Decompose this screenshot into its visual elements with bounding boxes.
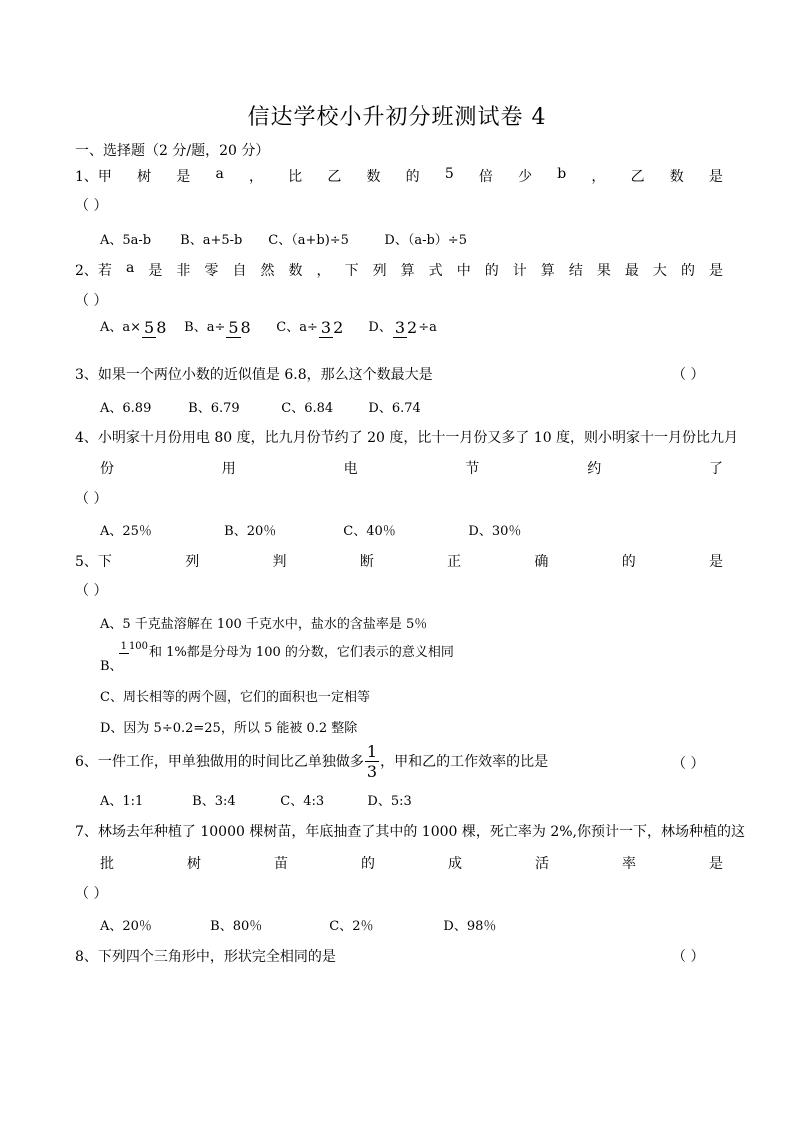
q4-option-a: A、25％ — [100, 524, 152, 539]
answer-blank: （ ） — [672, 949, 705, 965]
answer-blank: （ ） — [75, 293, 108, 309]
q7-word: 是 — [709, 856, 723, 872]
q3-option-c: C、6.84 — [281, 401, 334, 416]
q2-option-c-label: C、a÷ — [276, 320, 318, 335]
q1-word: b — [557, 166, 567, 182]
q2-option-d-suffix: ÷a — [418, 320, 437, 335]
q4-word: 份 — [100, 461, 114, 477]
q5-word: 断 — [359, 554, 374, 570]
denominator: 3 — [366, 762, 378, 781]
fraction — [393, 318, 417, 338]
q5-option-a: A、5 千克盐溶解在 100 千克水中，盐水的含盐率是 5％ — [100, 617, 428, 632]
denominator: 8 — [156, 317, 167, 337]
q2-word: 最 — [624, 263, 639, 279]
q1-word: 数 — [669, 169, 684, 185]
question-8: 8、下列四个三角形中，形状完全相同的是 — [75, 949, 336, 965]
q7-options — [100, 915, 496, 934]
q1-option-d: D、（a-b）÷5 — [384, 233, 467, 248]
q3-option-d: D、6.74 — [368, 401, 421, 416]
fraction — [365, 744, 379, 780]
q6-options — [100, 790, 412, 809]
q3-options — [100, 397, 421, 416]
q5-option-b-label: B、 — [100, 659, 123, 674]
q1-options — [100, 229, 467, 248]
q3-option-b: B、6.79 — [188, 401, 240, 416]
q7-option-c: C、2％ — [329, 919, 374, 934]
q2-word: 2、若 — [75, 263, 112, 279]
q1-word: 倍 — [478, 169, 493, 185]
denominator: 2 — [333, 317, 344, 337]
q4-option-c: C、40％ — [343, 524, 396, 539]
q2-word: 中 — [456, 263, 471, 279]
q7-word: 率 — [622, 856, 636, 872]
q1-option-c: C、（a+b)÷5 — [268, 233, 349, 248]
q2-word: 计 — [512, 263, 527, 279]
q4-word: 电 — [343, 461, 358, 477]
denominator: 8 — [240, 317, 251, 337]
q4-word: 约 — [587, 461, 602, 477]
q2-word: 是 — [708, 263, 723, 279]
q1-word: 少 — [518, 169, 533, 185]
q2-option-d-label: D、 — [368, 320, 392, 335]
q2-option-d — [368, 316, 436, 338]
fraction — [319, 318, 343, 338]
q5-option-b — [100, 640, 454, 674]
q1-word: 乙 — [327, 169, 342, 185]
q2-word: 数 — [288, 263, 303, 279]
q2-word: 是 — [148, 263, 163, 279]
q1-word: a — [215, 166, 224, 182]
answer-blank: （ ） — [75, 491, 108, 507]
section-heading: 一、选择题（2 分/题，20 分） — [75, 143, 270, 159]
q2-word: 算 — [540, 263, 555, 279]
q7-word: 活 — [535, 856, 549, 872]
question-7: 7、林场去年种植了 10000 棵树苗，年底抽查了其中的 1000 棵，死亡率为 2%,你预计一下，林场种植的这 — [75, 824, 745, 840]
q2-word: 的 — [484, 263, 499, 279]
q5-word: 判 — [272, 554, 287, 570]
question-2 — [75, 260, 723, 280]
q1-option-b: B、a+5-b — [180, 233, 243, 248]
q4-word: 节 — [465, 461, 480, 477]
q2-options — [100, 316, 437, 338]
q6-option-d: D、5:3 — [367, 794, 412, 809]
q2-word: 大 — [652, 263, 667, 279]
q6-text-before: 6、一件工作，甲单独做用的时间比乙单独做多 — [75, 754, 364, 770]
answer-blank: （ ） — [672, 756, 705, 772]
q2-option-b — [184, 316, 272, 338]
fraction — [226, 318, 250, 338]
denominator: 100 — [128, 640, 149, 652]
q2-word: 然 — [260, 263, 275, 279]
q7-word: 苗 — [274, 856, 288, 872]
q6-text-after: ，甲和乙的工作效率的比是 — [380, 754, 549, 770]
q5-option-b-text: 和 1%都是分母为 100 的分数，它们表示的意义相同 — [149, 645, 454, 660]
q1-word: ， — [248, 169, 263, 185]
numerator: 3 — [320, 317, 332, 337]
fraction — [142, 318, 166, 338]
q7-word: 的 — [361, 856, 375, 872]
q2-word: 算 — [400, 263, 415, 279]
q5-word: 5、下 — [75, 554, 112, 570]
question-4: 4、小明家十月份用电 80 度，比九月份节约了 20 度，比十一月份又多了 10 度，则小明家十一月份比九月 — [75, 430, 739, 446]
q2-word: 列 — [372, 263, 387, 279]
q2-word: 非 — [176, 263, 191, 279]
q2-word: ， — [316, 263, 331, 279]
q6-option-a: A、1:1 — [100, 794, 144, 809]
q2-option-a-label: A、a× — [100, 320, 142, 335]
numerator: 5 — [144, 317, 155, 337]
q4-option-b: B、20％ — [224, 524, 277, 539]
q1-word: 比 — [288, 169, 303, 185]
q1-word: 是 — [176, 169, 191, 185]
denominator: 2 — [407, 317, 418, 337]
q5-word: 是 — [709, 554, 723, 570]
answer-blank: （ ） — [75, 198, 108, 214]
q1-word: 树 — [137, 169, 152, 185]
page-title: 信达学校小升初分班测试卷 4 — [247, 105, 547, 130]
q7-option-d: D、98％ — [443, 919, 497, 934]
question-4-continued — [100, 458, 723, 478]
numerator: 1 — [120, 640, 127, 652]
question-6 — [75, 744, 548, 780]
q5-option-d: D、因为 5÷0.2=25，所以 5 能被 0.2 整除 — [100, 721, 358, 736]
q2-word: 下 — [344, 263, 359, 279]
q6-option-b: B、3:4 — [192, 794, 236, 809]
q1-word: 的 — [405, 169, 420, 185]
question-7-continued — [100, 853, 723, 873]
q2-word: 果 — [596, 263, 611, 279]
q7-word: 树 — [187, 856, 201, 872]
question-5 — [75, 551, 723, 571]
q1-option-a: A、5a-b — [100, 233, 152, 248]
numerator: 3 — [394, 317, 406, 337]
q4-word: 了 — [708, 461, 723, 477]
q5-word: 正 — [447, 554, 462, 570]
q1-word: 乙 — [630, 169, 645, 185]
q7-word: 成 — [448, 856, 462, 872]
q2-word: 式 — [428, 263, 443, 279]
question-1 — [75, 166, 723, 186]
q2-word: 结 — [568, 263, 583, 279]
q2-word: a — [125, 260, 135, 276]
answer-blank: （ ） — [75, 886, 108, 902]
q5-word: 确 — [534, 554, 549, 570]
q5-option-c: C、周长相等的两个圆，它们的面积也一定相等 — [100, 690, 370, 705]
q2-word: 的 — [680, 263, 695, 279]
question-3: 3、如果一个两位小数的近似值是 6.8，那么这个数最大是 — [75, 367, 433, 383]
q1-word: ， — [591, 169, 606, 185]
q7-word: 批 — [100, 856, 114, 872]
q4-options — [100, 520, 521, 539]
numerator: 5 — [228, 317, 239, 337]
q1-word: 1、甲 — [75, 169, 112, 185]
q4-word: 用 — [221, 461, 236, 477]
q7-option-a: A、20％ — [100, 919, 152, 934]
answer-blank: （ ） — [672, 367, 705, 383]
fraction — [119, 640, 148, 654]
q2-word: 自 — [232, 263, 247, 279]
q3-option-a: A、6.89 — [100, 401, 152, 416]
answer-blank: （ ） — [75, 583, 108, 599]
q1-word: 5 — [444, 166, 454, 182]
q1-word: 数 — [366, 169, 381, 185]
q4-option-d: D、30％ — [468, 524, 522, 539]
q5-word: 的 — [621, 554, 636, 570]
q2-option-a — [100, 316, 180, 338]
q2-word: 零 — [204, 263, 219, 279]
q2-option-b-label: B、a÷ — [184, 320, 226, 335]
q5-word: 列 — [185, 554, 200, 570]
q7-option-b: B、80％ — [210, 919, 263, 934]
numerator: 1 — [366, 742, 378, 761]
q1-word: 是 — [708, 169, 723, 185]
q2-option-c — [276, 316, 364, 338]
q6-option-c: C、4:3 — [280, 794, 325, 809]
